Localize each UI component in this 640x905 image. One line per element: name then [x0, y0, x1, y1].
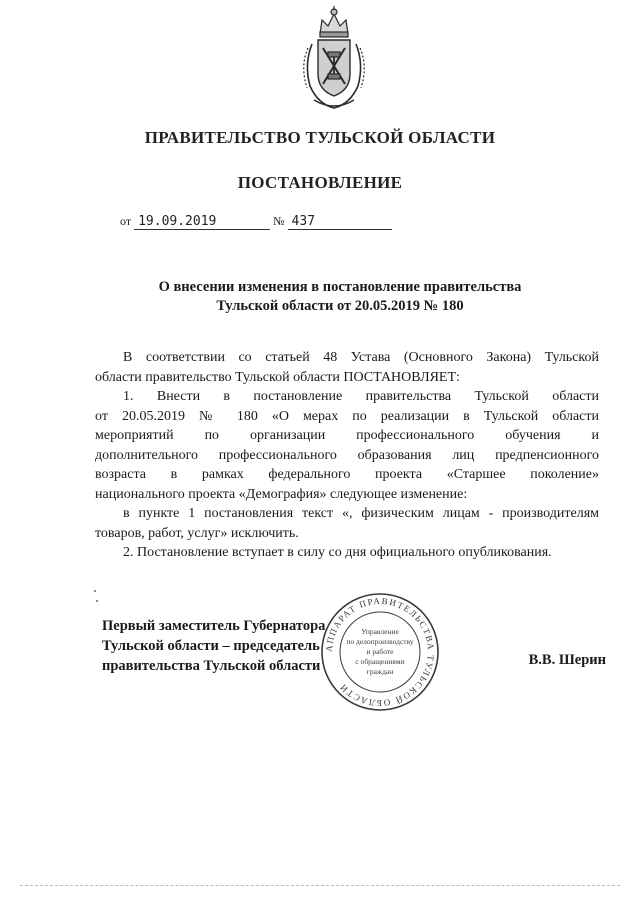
document-date: 19.09.2019 — [134, 214, 270, 230]
body-line: от 20.05.2019 № 180 «О мерах по реализации в Тульской области — [95, 408, 599, 424]
body-line: национального проекта «Демография» следующее изменение: — [95, 486, 468, 502]
document-meta-line — [120, 214, 392, 230]
signer-title-line: правительства Тульской области — [102, 658, 321, 674]
stamp-center-line: с обращениями — [355, 657, 405, 666]
government-title: ПРАВИТЕЛЬСТВО ТУЛЬСКОЙ ОБЛАСТИ — [144, 128, 496, 147]
body-line: возраста в рамках федерального проекта «Старшее поколение» — [95, 467, 599, 482]
scan-speck — [96, 600, 98, 602]
body-line: в пункте 1 постановления текст «, физическим лицам - производителям — [123, 506, 599, 521]
document-type-heading: ПОСТАНОВЛЕНИЕ — [237, 173, 403, 192]
subject-line: Тульской области от 20.05.2019 № 180 — [216, 298, 464, 314]
body-line: товаров, работ, услуг» исключить. — [95, 525, 299, 541]
signer-title-line: Первый заместитель Губернатора — [102, 618, 326, 634]
date-label: от — [120, 214, 132, 228]
document-body — [95, 348, 599, 563]
body-line: 2. Постановление вступает в силу со дня официального опубликования. — [123, 545, 552, 560]
scan-speck — [94, 590, 96, 592]
body-line: дополнительного профессионального образования лиц предпенсионного — [95, 447, 599, 463]
signer-title-line: Тульской области – председатель — [102, 638, 320, 654]
stamp-center-line: по делопроизводству — [346, 637, 414, 646]
document-subject — [60, 278, 620, 316]
stamp-ring-text: АППАРАТ ПРАВИТЕЛЬСТВА ТУЛЬСКОЙ ОБЛАСТИ — [323, 595, 437, 709]
body-line: области правительство Тульской области ПОСТАНОВЛЯЕТ: — [95, 369, 460, 385]
official-stamp — [318, 590, 442, 714]
signer-title — [102, 616, 325, 676]
scan-edge-artifact — [20, 885, 620, 888]
document-number: 437 — [288, 214, 392, 230]
number-label: № — [273, 214, 285, 228]
stamp-center-line: Управление — [361, 627, 399, 636]
body-line: В соответствии со статьей 48 Устава (Основного Закона) Тульской — [123, 350, 599, 365]
stamp-center-line: граждан — [366, 667, 394, 676]
body-line: 1. Внести в постановление правительства Тульской области — [123, 389, 599, 404]
signer-name: В.В. Шерин — [528, 652, 606, 668]
stamp-center-line: и работе — [366, 647, 394, 656]
body-line: мероприятий по организации профессионального обучения и — [95, 428, 599, 443]
subject-line: О внесении изменения в постановление правительства — [158, 279, 522, 295]
coat-of-arms-emblem — [298, 4, 370, 114]
